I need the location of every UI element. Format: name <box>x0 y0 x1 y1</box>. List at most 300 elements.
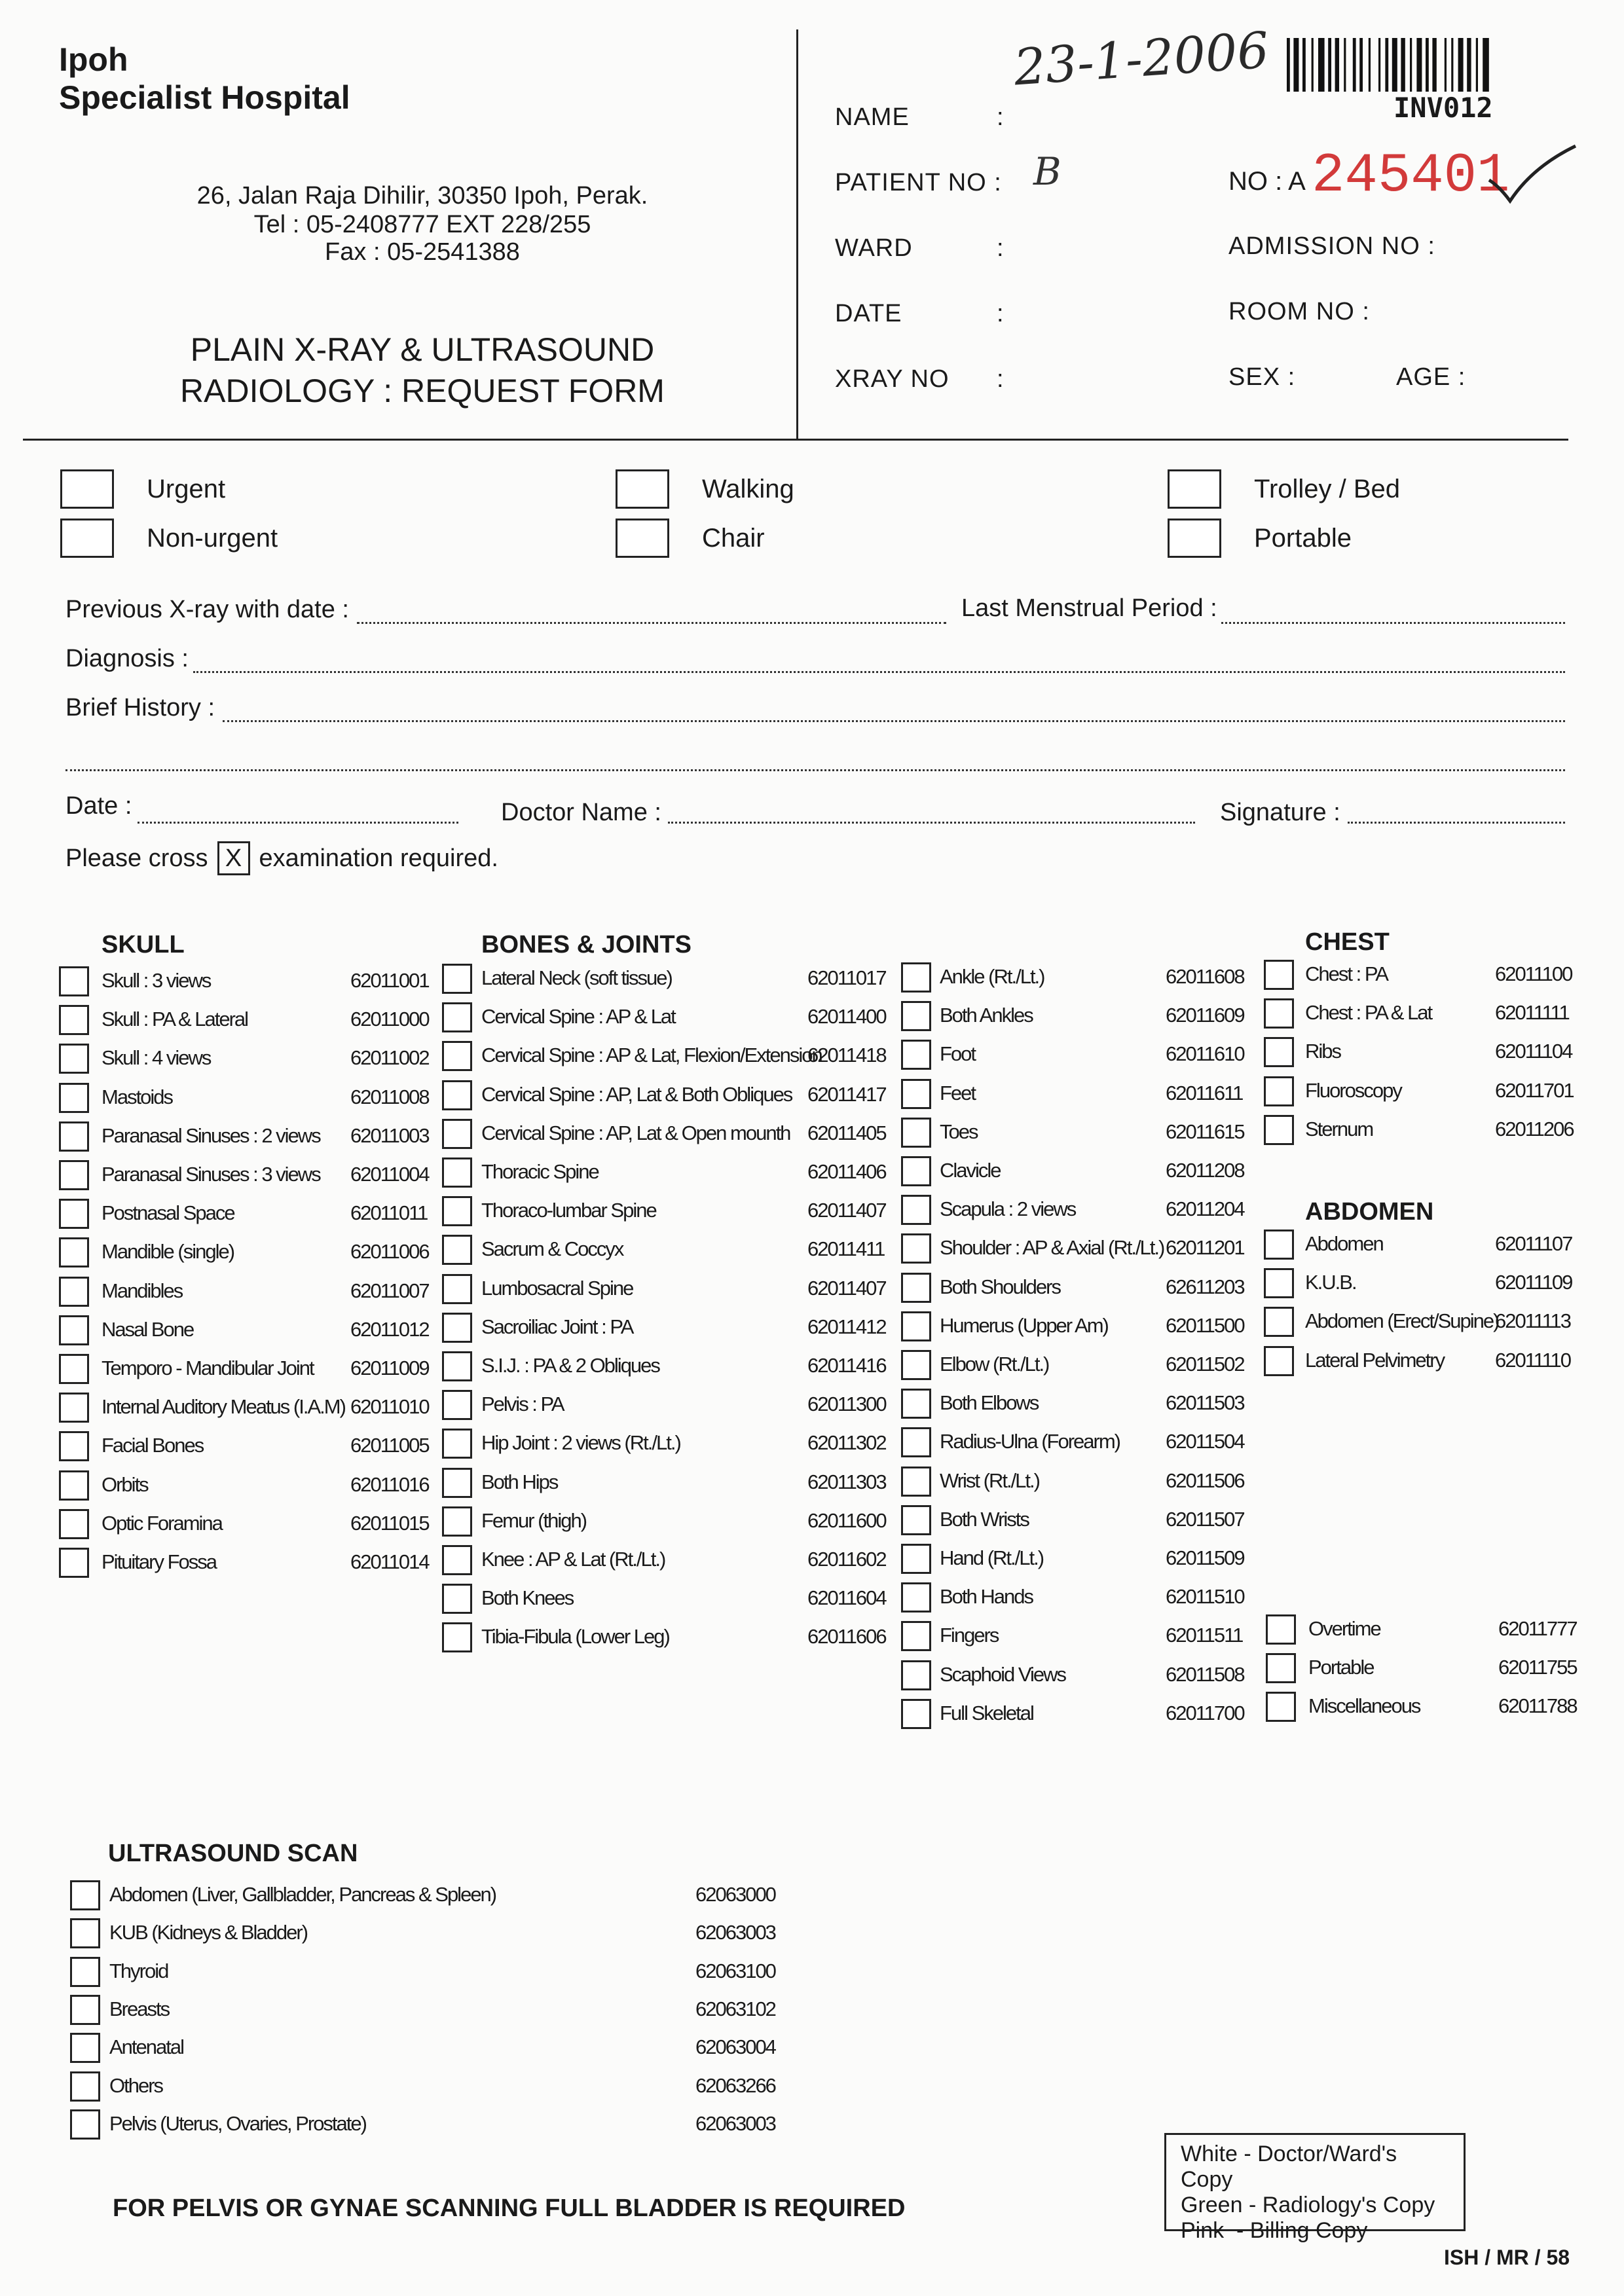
limbs-exam-name: Elbow (Rt./Lt.) <box>940 1353 1049 1376</box>
barcode-bar <box>1328 38 1331 92</box>
name-label: NAME <box>835 103 910 131</box>
patient-no-handwritten: B <box>1033 149 1061 194</box>
age-label: AGE : <box>1396 363 1466 391</box>
bones-exam-code: 62011400 <box>807 1005 886 1029</box>
bones-exam-name: Hip Joint : 2 views (Rt./Lt.) <box>481 1431 680 1455</box>
skull-exam-code: 62011005 <box>350 1434 429 1457</box>
previous-xray-field[interactable] <box>357 622 946 624</box>
limbs-exam-code: 62011204 <box>1166 1197 1244 1221</box>
date-label: DATE <box>835 300 902 327</box>
ultrasound-exam-code: 62063000 <box>695 1883 775 1906</box>
chest-exam-code: 62011111 <box>1495 1001 1569 1025</box>
limbs-exam-code: 62011700 <box>1166 1701 1244 1724</box>
limbs-exam-name: Toes <box>940 1120 978 1143</box>
limbs-exam-checkbox[interactable] <box>901 1467 931 1497</box>
abdomen-section-title: ABDOMEN <box>1305 1198 1434 1226</box>
barcode-bar <box>1483 38 1489 92</box>
other-exam-code: 62011777 <box>1498 1617 1577 1640</box>
bones-exam-checkbox[interactable] <box>442 1584 472 1614</box>
history-field-line2[interactable] <box>65 769 1565 771</box>
skull-exam-code: 62011012 <box>350 1317 429 1341</box>
skull-exam-checkbox[interactable] <box>59 1470 89 1501</box>
limbs-exam-name: Both Wrists <box>940 1507 1029 1531</box>
abdomen-exam-name: Lateral Pelvimetry <box>1305 1348 1445 1372</box>
limbs-exam-code: 62011511 <box>1166 1624 1243 1647</box>
ultrasound-exam-checkbox[interactable] <box>70 2033 100 2063</box>
skull-exam-name: Pituitary Fossa <box>101 1550 217 1573</box>
bones-exam-checkbox[interactable] <box>442 1351 472 1381</box>
chest-exam-name: Sternum <box>1305 1117 1373 1140</box>
sex-label: SEX : <box>1228 363 1296 391</box>
limbs-exam-checkbox[interactable] <box>901 1079 931 1109</box>
abdomen-exam-code: 62011107 <box>1495 1232 1572 1255</box>
barcode-bar <box>1293 38 1299 92</box>
barcode-bar <box>1458 38 1464 92</box>
barcode-bar <box>1476 38 1478 92</box>
limbs-exam-name: Scapula : 2 views <box>940 1197 1076 1221</box>
limbs-exam-checkbox[interactable] <box>901 1544 931 1574</box>
form-title-line1: PLAIN X-RAY & ULTRASOUND <box>190 331 655 368</box>
bones-exam-name: S.I.J. : PA & 2 Obliques <box>481 1354 659 1377</box>
barcode-bar <box>1369 38 1371 92</box>
bones-exam-checkbox[interactable] <box>442 1002 472 1032</box>
limbs-exam-checkbox[interactable] <box>901 1273 931 1303</box>
bones-exam-code: 62011407 <box>807 1276 886 1300</box>
ultrasound-exam-checkbox[interactable] <box>70 1957 100 1987</box>
skull-exam-name: Skull : PA & Lateral <box>101 1008 248 1031</box>
other-exam-checkbox[interactable] <box>1266 1653 1296 1683</box>
portable-label: Portable <box>1254 523 1352 553</box>
skull-exam-code: 62011009 <box>350 1357 429 1379</box>
trolley-option[interactable] <box>1168 469 1400 509</box>
chair-label: Chair <box>702 523 765 553</box>
skull-section-title: SKULL <box>101 931 185 958</box>
copy-green: Green - Radiology's Copy <box>1181 2193 1435 2217</box>
skull-exam-checkbox[interactable] <box>59 1083 89 1113</box>
walking-option[interactable] <box>616 469 794 509</box>
bones-section-title: BONES & JOINTS <box>481 931 692 958</box>
copy-distribution-box <box>1164 2133 1466 2243</box>
barcode-bar <box>1359 38 1363 92</box>
limbs-exam-checkbox[interactable] <box>901 1660 931 1690</box>
ultrasound-exam-name: Thyroid <box>109 1959 168 1982</box>
chest-exam-code: 62011100 <box>1495 962 1572 985</box>
skull-exam-code: 62011000 <box>350 1008 429 1031</box>
form-title-line2: RADIOLOGY : REQUEST FORM <box>180 373 665 409</box>
barcode-bar <box>1451 38 1453 92</box>
skull-exam-code: 62011015 <box>350 1511 429 1535</box>
barcode-bar <box>1416 38 1422 92</box>
ultrasound-exam-code: 62063102 <box>695 1997 775 2020</box>
limbs-exam-checkbox[interactable] <box>901 1389 931 1419</box>
skull-exam-checkbox[interactable] <box>59 1005 89 1035</box>
ultrasound-exam-name: Pelvis (Uterus, Ovaries, Prostate) <box>109 2111 366 2135</box>
limbs-exam-checkbox[interactable] <box>901 1001 931 1031</box>
trolley-checkbox[interactable] <box>1168 469 1221 509</box>
bones-exam-name: Thoracic Spine <box>481 1160 599 1183</box>
portable-option[interactable] <box>1168 519 1352 558</box>
copy-pink: Pink - Billing Copy <box>1181 2218 1368 2243</box>
limbs-exam-code: 62011507 <box>1166 1507 1244 1531</box>
skull-exam-checkbox[interactable] <box>59 966 89 996</box>
checkmark-icon <box>1486 141 1578 206</box>
skull-exam-code: 62011004 <box>350 1163 429 1186</box>
limbs-exam-name: Humerus (Upper Am) <box>940 1313 1108 1337</box>
trolley-label: Trolley / Bed <box>1254 474 1401 503</box>
bones-exam-code: 62011407 <box>807 1199 886 1222</box>
bones-exam-name: Tibia-Fibula (Lower Leg) <box>481 1625 669 1649</box>
skull-exam-name: Skull : 4 views <box>101 1046 211 1070</box>
signature-label: Signature : <box>1220 799 1340 826</box>
bones-exam-checkbox[interactable] <box>442 1157 472 1188</box>
barcode-bar <box>1401 38 1405 92</box>
limbs-exam-code: 62011608 <box>1166 965 1244 988</box>
barcode-bar <box>1335 38 1339 92</box>
skull-exam-name: Mandibles <box>101 1279 183 1302</box>
abdomen-exam-code: 62011110 <box>1495 1348 1571 1372</box>
skull-exam-name: Nasal Bone <box>101 1317 194 1341</box>
limbs-exam-name: Radius-Ulna (Forearm) <box>940 1430 1120 1453</box>
chest-section-title: CHEST <box>1305 928 1390 956</box>
limbs-exam-checkbox[interactable] <box>901 1427 931 1457</box>
bones-exam-name: Sacroiliac Joint : PA <box>481 1315 633 1338</box>
bones-exam-name: Lateral Neck (soft tissue) <box>481 966 672 989</box>
barcode-bar <box>1445 38 1447 92</box>
barcode-bar <box>1318 38 1325 92</box>
bones-exam-checkbox[interactable] <box>442 1080 472 1110</box>
bones-exam-code: 62011606 <box>807 1625 886 1649</box>
diagnosis-field[interactable] <box>193 671 1565 673</box>
patient-no-label: PATIENT NO : <box>835 169 1002 196</box>
other-exam-code: 62011788 <box>1498 1694 1577 1718</box>
hospital-name-line1: Ipoh <box>59 41 128 78</box>
signature-field[interactable] <box>1348 822 1565 824</box>
hospital-fax: Fax : 05-2541388 <box>325 238 520 266</box>
limbs-exam-code: 62011509 <box>1166 1546 1244 1569</box>
bones-exam-name: Sacrum & Coccyx <box>481 1237 623 1261</box>
ultrasound-exam-checkbox[interactable] <box>70 1918 100 1948</box>
skull-exam-checkbox[interactable] <box>59 1315 89 1345</box>
limbs-exam-name: Scaphoid Views <box>940 1662 1066 1686</box>
doctor-name-field[interactable] <box>668 822 1195 824</box>
bones-exam-name: Both Knees <box>481 1586 574 1610</box>
ultrasound-exam-code: 62063266 <box>695 2073 775 2097</box>
ultrasound-exam-name: Antenatal <box>109 2035 183 2059</box>
skull-exam-checkbox[interactable] <box>59 1121 89 1152</box>
bones-exam-name: Knee : AP & Lat (Rt./Lt.) <box>481 1548 665 1571</box>
date-colon: : <box>997 300 1005 327</box>
chest-exam-name: Fluoroscopy <box>1305 1078 1401 1102</box>
skull-exam-name: Temporo - Mandibular Joint <box>101 1357 314 1379</box>
limbs-exam-name: Hand (Rt./Lt.) <box>940 1546 1044 1569</box>
barcode-bar <box>1385 38 1388 92</box>
limbs-exam-name: Both Hands <box>940 1585 1033 1609</box>
xray-no-colon: : <box>997 365 1005 393</box>
history-field[interactable] <box>223 720 1565 722</box>
limbs-exam-name: Wrist (Rt./Lt.) <box>940 1468 1039 1492</box>
bones-exam-checkbox[interactable] <box>442 1506 472 1537</box>
barcode-bar <box>1302 38 1306 92</box>
bones-exam-checkbox[interactable] <box>442 1041 472 1071</box>
bones-exam-checkbox[interactable] <box>442 1545 472 1575</box>
bones-exam-checkbox[interactable] <box>442 1390 472 1420</box>
limbs-exam-code: 62011503 <box>1166 1391 1244 1415</box>
bones-exam-code: 62011411 <box>807 1237 885 1261</box>
history-label: Brief History : <box>65 694 215 721</box>
admission-no-label: ADMISSION NO : <box>1228 232 1435 260</box>
chest-exam-checkbox[interactable] <box>1264 960 1294 990</box>
limbs-exam-code: 62011506 <box>1166 1468 1244 1492</box>
bones-exam-code: 62011300 <box>807 1393 886 1416</box>
barcode-bar <box>1467 38 1471 92</box>
limbs-exam-code: 62011611 <box>1166 1081 1243 1104</box>
limbs-exam-code: 62011615 <box>1166 1120 1244 1143</box>
limbs-exam-name: Fingers <box>940 1624 999 1647</box>
bones-exam-name: Cervical Spine : AP, Lat & Open mounth <box>481 1121 790 1144</box>
ultrasound-section-title: ULTRASOUND SCAN <box>108 1840 358 1867</box>
limbs-exam-code: 62011609 <box>1166 1004 1244 1027</box>
ultrasound-exam-code: 62063004 <box>695 2035 775 2059</box>
limbs-exam-code: 62011201 <box>1166 1236 1244 1260</box>
other-exam-name: Portable <box>1308 1656 1374 1679</box>
skull-exam-checkbox[interactable] <box>59 1509 89 1539</box>
skull-exam-checkbox[interactable] <box>59 1237 89 1267</box>
other-exam-checkbox[interactable] <box>1266 1692 1296 1722</box>
skull-exam-checkbox[interactable] <box>59 1354 89 1384</box>
bones-exam-name: Femur (thigh) <box>481 1508 587 1532</box>
chest-exam-name: Chest : PA <box>1305 962 1388 985</box>
skull-exam-code: 62011016 <box>350 1472 429 1496</box>
bones-exam-checkbox[interactable] <box>442 1429 472 1459</box>
bones-exam-name: Lumbosacral Spine <box>481 1276 633 1300</box>
ultrasound-exam-name: KUB (Kidneys & Bladder) <box>109 1921 308 1944</box>
lmp-field[interactable] <box>1221 622 1565 624</box>
chest-exam-checkbox[interactable] <box>1264 1076 1294 1106</box>
skull-exam-checkbox[interactable] <box>59 1548 89 1578</box>
abdomen-exam-checkbox[interactable] <box>1264 1307 1294 1337</box>
form-number: 245401 <box>1312 145 1510 208</box>
previous-xray-label: Previous X-ray with date : <box>65 596 349 623</box>
instruction <box>65 841 498 875</box>
barcode-bar <box>1344 38 1346 92</box>
bones-exam-checkbox[interactable] <box>442 1119 472 1149</box>
limbs-exam-checkbox[interactable] <box>901 1118 931 1148</box>
skull-exam-name: Orbits <box>101 1472 148 1496</box>
header-horizontal-divider <box>23 439 1568 441</box>
bones-exam-code: 62011302 <box>807 1431 886 1455</box>
skull-exam-code: 62011010 <box>350 1395 429 1419</box>
limbs-exam-checkbox[interactable] <box>901 1699 931 1729</box>
chest-exam-checkbox[interactable] <box>1264 1037 1294 1067</box>
skull-exam-checkbox[interactable] <box>59 1277 89 1307</box>
limbs-exam-name: Full Skeletal <box>940 1701 1033 1724</box>
ward-label: WARD <box>835 234 913 262</box>
skull-exam-code: 62011014 <box>350 1550 429 1573</box>
ultrasound-exam-name: Abdomen (Liver, Gallbladder, Pancreas & Spleen) <box>109 1883 496 1906</box>
chest-exam-checkbox[interactable] <box>1264 1115 1294 1145</box>
barcode-graphic <box>1287 38 1565 92</box>
urgent-label: Urgent <box>147 474 226 503</box>
request-date-label: Date : <box>65 792 132 820</box>
ultrasound-exam-code: 62063003 <box>695 1921 775 1944</box>
ultrasound-exam-checkbox[interactable] <box>70 1995 100 2025</box>
bones-exam-name: Cervical Spine : AP, Lat & Both Obliques <box>481 1082 792 1106</box>
limbs-exam-name: Ankle (Rt./Lt.) <box>940 965 1044 988</box>
limbs-exam-name: Foot <box>940 1042 976 1066</box>
other-exam-checkbox[interactable] <box>1266 1614 1296 1645</box>
barcode-bar <box>1410 38 1412 92</box>
barcode-bar <box>1426 38 1429 92</box>
chest-exam-checkbox[interactable] <box>1264 998 1294 1029</box>
handwritten-date: 23-1-2006 <box>1012 20 1271 97</box>
bones-exam-checkbox[interactable] <box>442 1468 472 1498</box>
skull-exam-name: Postnasal Space <box>101 1201 234 1225</box>
urgent-option[interactable] <box>60 469 225 509</box>
chair-option[interactable] <box>616 519 765 558</box>
abdomen-exam-name: K.U.B. <box>1305 1271 1356 1294</box>
abdomen-exam-code: 62011109 <box>1495 1271 1572 1294</box>
bones-exam-checkbox[interactable] <box>442 964 472 994</box>
limbs-exam-checkbox[interactable] <box>901 1350 931 1380</box>
skull-exam-name: Skull : 3 views <box>101 969 211 992</box>
limbs-exam-checkbox[interactable] <box>901 1311 931 1341</box>
chest-exam-code: 62011104 <box>1495 1040 1572 1063</box>
skull-exam-checkbox[interactable] <box>59 1160 89 1190</box>
limbs-exam-code: 62011610 <box>1166 1042 1244 1066</box>
abdomen-exam-checkbox[interactable] <box>1264 1346 1294 1376</box>
limbs-exam-code: 62011508 <box>1166 1662 1244 1686</box>
portable-checkbox[interactable] <box>1168 519 1221 558</box>
skull-exam-code: 62011006 <box>350 1240 429 1264</box>
ultrasound-exam-checkbox[interactable] <box>70 2109 100 2140</box>
other-exam-name: Miscellaneous <box>1308 1694 1420 1718</box>
limbs-exam-name: Both Shoulders <box>940 1275 1060 1298</box>
barcode-bar <box>1432 38 1436 92</box>
bones-exam-code: 62011303 <box>807 1470 886 1493</box>
chair-checkbox[interactable] <box>616 519 669 558</box>
limbs-exam-checkbox[interactable] <box>901 1621 931 1651</box>
skull-exam-name: Paranasal Sinuses : 3 views <box>101 1163 320 1186</box>
walking-checkbox[interactable] <box>616 469 669 509</box>
limbs-exam-checkbox[interactable] <box>901 1505 931 1535</box>
skull-exam-checkbox[interactable] <box>59 1199 89 1229</box>
bones-exam-checkbox[interactable] <box>442 1274 472 1304</box>
bones-exam-name: Pelvis : PA <box>481 1393 564 1416</box>
barcode-bar <box>1392 38 1397 92</box>
hospital-name-line2: Specialist Hospital <box>59 79 350 116</box>
instruction-suffix: examination required. <box>259 844 498 872</box>
barcode-bar <box>1312 38 1314 92</box>
bladder-notice: FOR PELVIS OR GYNAE SCANNING FULL BLADDER IS REQUIRED <box>113 2195 906 2222</box>
skull-exam-checkbox[interactable] <box>59 1431 89 1461</box>
barcode-bar <box>1353 38 1356 92</box>
chest-exam-name: Chest : PA & Lat <box>1305 1001 1432 1025</box>
form-number-label: NO : A <box>1228 167 1306 196</box>
barcode-bar <box>1378 38 1380 92</box>
limbs-exam-name: Clavicle <box>940 1159 1001 1182</box>
skull-exam-code: 62011007 <box>350 1279 429 1302</box>
bones-exam-checkbox[interactable] <box>442 1313 472 1343</box>
doctor-name-label: Doctor Name : <box>501 799 661 826</box>
bones-exam-name: Both Hips <box>481 1470 558 1493</box>
copy-white: White - Doctor/Ward's Copy <box>1181 2141 1397 2192</box>
walking-label: Walking <box>702 474 794 503</box>
skull-exam-checkbox[interactable] <box>59 1044 89 1074</box>
abdomen-exam-name: Abdomen <box>1305 1232 1383 1255</box>
limbs-exam-code: 62011500 <box>1166 1313 1244 1337</box>
bones-exam-checkbox[interactable] <box>442 1622 472 1652</box>
barcode-bar <box>1287 38 1290 92</box>
limbs-exam-checkbox[interactable] <box>901 1195 931 1225</box>
limbs-exam-checkbox[interactable] <box>901 1040 931 1070</box>
bones-exam-code: 62011417 <box>807 1082 886 1106</box>
other-exam-code: 62011755 <box>1498 1656 1577 1679</box>
lmp-label: Last Menstrual Period : <box>961 594 1217 622</box>
skull-exam-code: 62011011 <box>350 1201 428 1225</box>
bones-exam-name: Thoraco-lumbar Spine <box>481 1199 656 1222</box>
abdomen-exam-checkbox[interactable] <box>1264 1268 1294 1298</box>
skull-exam-code: 62011001 <box>350 969 429 992</box>
abdomen-exam-checkbox[interactable] <box>1264 1230 1294 1260</box>
skull-exam-name: Paranasal Sinuses : 2 views <box>101 1123 320 1147</box>
ultrasound-exam-checkbox[interactable] <box>70 1880 100 1910</box>
bones-exam-code: 62011604 <box>807 1586 886 1610</box>
limbs-exam-checkbox[interactable] <box>901 962 931 993</box>
barcode <box>1287 38 1565 92</box>
hospital-address: 26, Jalan Raja Dihilir, 30350 Ipoh, Perak. <box>196 182 648 210</box>
limbs-exam-code: 62011510 <box>1166 1585 1244 1609</box>
non-urgent-label: Non-urgent <box>147 523 278 553</box>
limbs-exam-code: 62011208 <box>1166 1159 1244 1182</box>
urgent-checkbox[interactable] <box>60 469 114 509</box>
bones-exam-checkbox[interactable] <box>442 1235 472 1265</box>
ultrasound-exam-checkbox[interactable] <box>70 2071 100 2102</box>
skull-exam-checkbox[interactable] <box>59 1393 89 1423</box>
hospital-tel: Tel : 05-2408777 EXT 228/255 <box>253 211 591 238</box>
skull-exam-name: Internal Auditory Meatus (I.A.M) <box>101 1395 345 1419</box>
limbs-exam-name: Both Ankles <box>940 1004 1033 1027</box>
limbs-exam-checkbox[interactable] <box>901 1156 931 1186</box>
bones-exam-code: 62011600 <box>807 1508 886 1532</box>
limbs-exam-code: 62011502 <box>1166 1353 1244 1376</box>
bones-exam-checkbox[interactable] <box>442 1196 472 1226</box>
ward-colon: : <box>997 234 1005 262</box>
xray-no-label: XRAY NO <box>835 365 950 393</box>
bones-exam-code: 62011418 <box>807 1044 886 1067</box>
limbs-exam-name: Shoulder : AP & Axial (Rt./Lt.) <box>940 1236 1164 1260</box>
instruction-prefix: Please cross <box>65 844 208 872</box>
barcode-text: INV012 <box>1393 92 1493 124</box>
diagnosis-label: Diagnosis : <box>65 645 189 672</box>
chest-exam-code: 62011701 <box>1495 1078 1574 1102</box>
non-urgent-checkbox[interactable] <box>60 519 114 558</box>
limbs-exam-checkbox[interactable] <box>901 1582 931 1613</box>
ultrasound-exam-name: Breasts <box>109 1997 170 2020</box>
request-date-field[interactable] <box>138 822 458 824</box>
skull-exam-name: Mastoids <box>101 1085 173 1108</box>
abdomen-exam-code: 62011113 <box>1495 1309 1571 1333</box>
chest-exam-code: 62011206 <box>1495 1117 1574 1140</box>
ultrasound-exam-code: 62063100 <box>695 1959 775 1982</box>
limbs-exam-code: 62011504 <box>1166 1430 1244 1453</box>
instruction-x-box: X <box>217 841 250 875</box>
bones-exam-code: 62011602 <box>807 1548 886 1571</box>
limbs-exam-checkbox[interactable] <box>901 1233 931 1264</box>
bones-exam-name: Cervical Spine : AP & Lat, Flexion/Extension <box>481 1044 822 1067</box>
room-no-label: ROOM NO : <box>1228 298 1370 325</box>
non-urgent-option[interactable] <box>60 519 278 558</box>
skull-exam-name: Optic Foramina <box>101 1511 222 1535</box>
